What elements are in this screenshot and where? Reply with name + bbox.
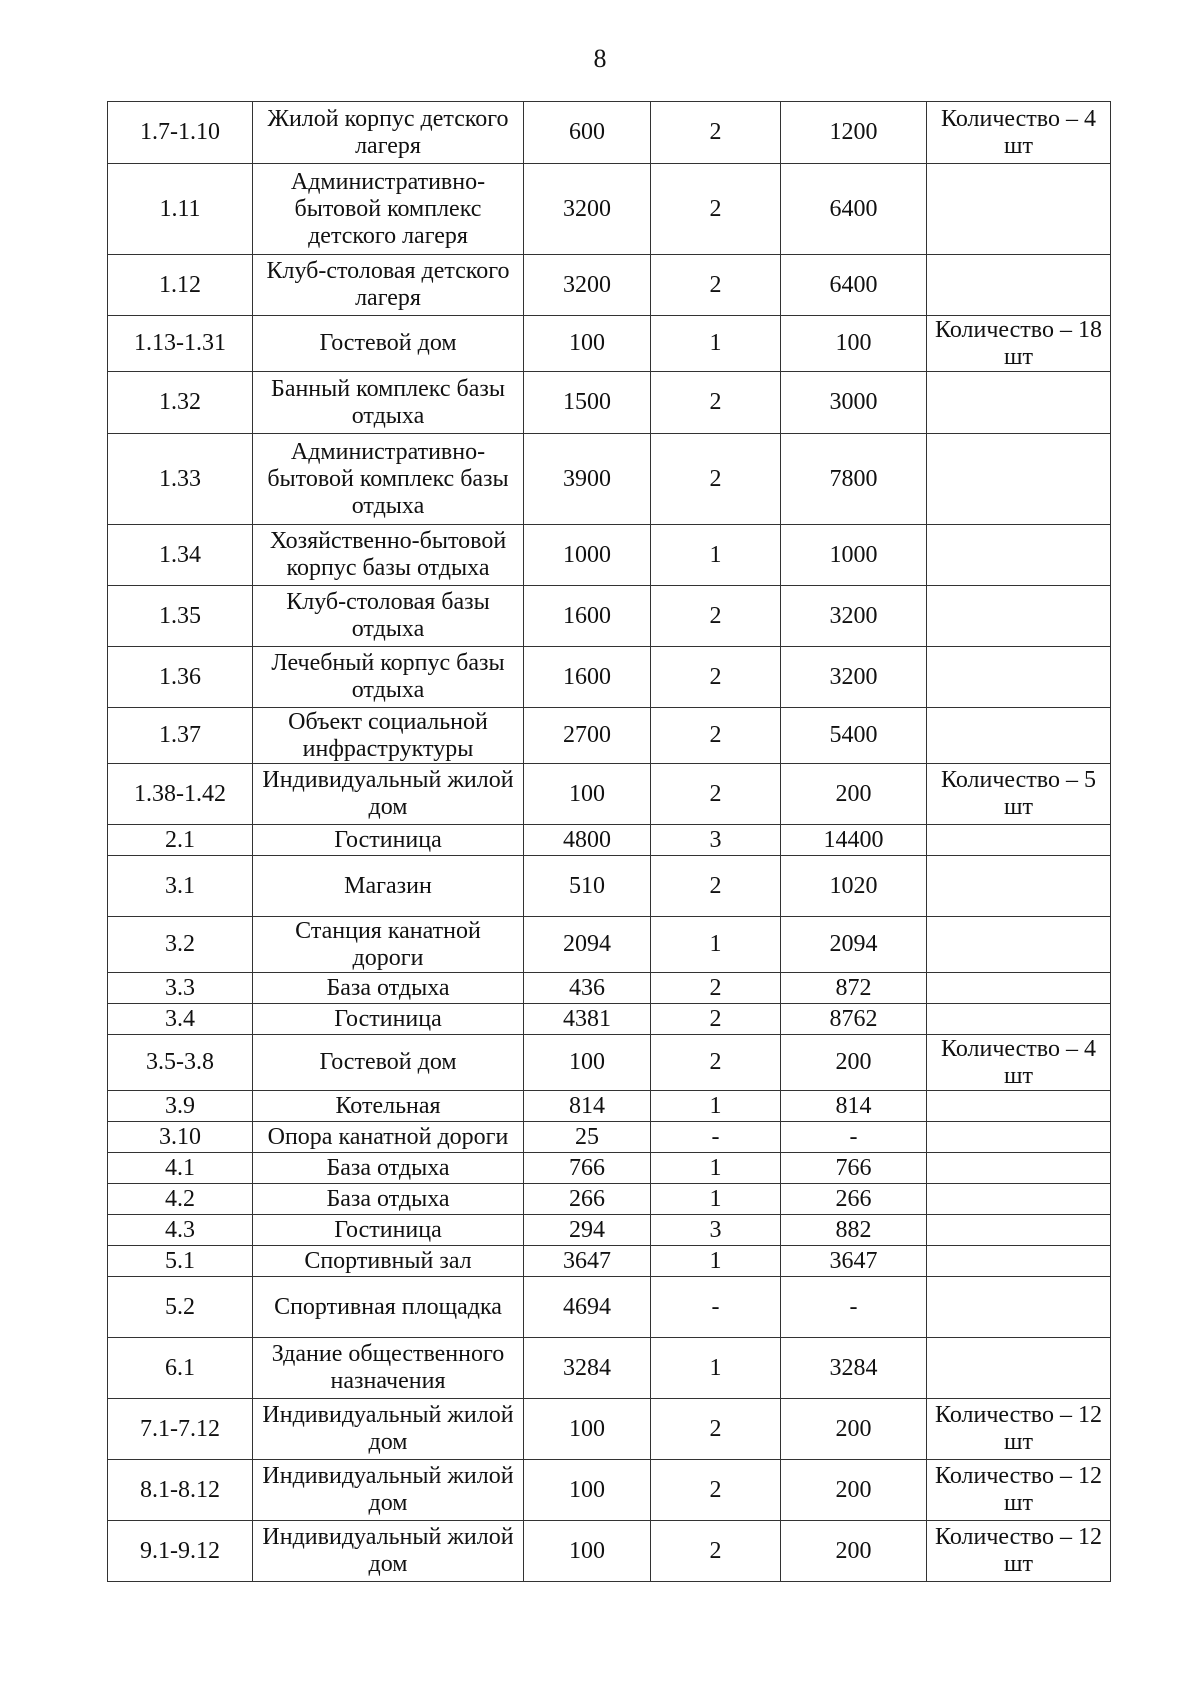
cell-area: 3200	[524, 255, 651, 316]
page-number: 8	[593, 44, 607, 73]
cell-area: 100	[524, 764, 651, 825]
cell-total: 14400	[781, 825, 927, 856]
cell-note	[927, 1246, 1111, 1277]
cell-name: Индивидуальный жилой дом	[253, 1399, 524, 1460]
cell-floors: 2	[651, 1035, 781, 1091]
cell-id: 3.2	[108, 917, 253, 973]
cell-name: Гостевой дом	[253, 316, 524, 372]
cell-floors: -	[651, 1122, 781, 1153]
cell-name: Магазин	[253, 856, 524, 917]
cell-note	[927, 647, 1111, 708]
cell-name: Индивидуальный жилой дом	[253, 1460, 524, 1521]
cell-floors: 2	[651, 1004, 781, 1035]
cell-total: 200	[781, 764, 927, 825]
cell-note	[927, 1215, 1111, 1246]
cell-floors: 1	[651, 1153, 781, 1184]
cell-id: 4.2	[108, 1184, 253, 1215]
cell-note	[927, 825, 1111, 856]
cell-floors: 2	[651, 1521, 781, 1582]
cell-note	[927, 525, 1111, 586]
cell-total: 266	[781, 1184, 927, 1215]
cell-floors: 2	[651, 372, 781, 434]
cell-floors: 2	[651, 856, 781, 917]
cell-total: 3284	[781, 1338, 927, 1399]
cell-floors: 2	[651, 164, 781, 255]
cell-id: 5.1	[108, 1246, 253, 1277]
cell-note: Количество – 4 шт	[927, 1035, 1111, 1091]
table-row	[108, 825, 1111, 856]
cell-floors: 1	[651, 316, 781, 372]
cell-note: Количество – 12 шт	[927, 1460, 1111, 1521]
cell-id: 5.2	[108, 1277, 253, 1338]
table-row	[108, 1246, 1111, 1277]
cell-note	[927, 434, 1111, 525]
table-row	[108, 164, 1111, 255]
cell-name: База отдыха	[253, 1153, 524, 1184]
cell-total: 200	[781, 1035, 927, 1091]
cell-floors: 2	[651, 1399, 781, 1460]
cell-id: 1.35	[108, 586, 253, 647]
cell-area: 100	[524, 1460, 651, 1521]
cell-note	[927, 586, 1111, 647]
cell-name: Спортивная площадка	[253, 1277, 524, 1338]
table-row	[108, 1521, 1111, 1582]
cell-area: 4800	[524, 825, 651, 856]
cell-total: 2094	[781, 917, 927, 973]
cell-total: 8762	[781, 1004, 927, 1035]
cell-floors: 2	[651, 586, 781, 647]
cell-area: 25	[524, 1122, 651, 1153]
table-row	[108, 1215, 1111, 1246]
cell-note	[927, 1277, 1111, 1338]
cell-area: 3200	[524, 164, 651, 255]
cell-name: Гостиница	[253, 1215, 524, 1246]
cell-total: 200	[781, 1460, 927, 1521]
cell-id: 1.38-1.42	[108, 764, 253, 825]
cell-note	[927, 255, 1111, 316]
cell-note	[927, 164, 1111, 255]
table-row	[108, 1153, 1111, 1184]
cell-name: Спортивный зал	[253, 1246, 524, 1277]
cell-floors: 2	[651, 434, 781, 525]
cell-id: 9.1-9.12	[108, 1521, 253, 1582]
table-row	[108, 255, 1111, 316]
cell-name: Гостевой дом	[253, 1035, 524, 1091]
cell-floors: -	[651, 1277, 781, 1338]
cell-name: Гостиница	[253, 1004, 524, 1035]
cell-floors: 1	[651, 1184, 781, 1215]
cell-total: 1000	[781, 525, 927, 586]
cell-id: 3.4	[108, 1004, 253, 1035]
cell-total: 6400	[781, 255, 927, 316]
cell-total: 7800	[781, 434, 927, 525]
cell-name: Гостиница	[253, 825, 524, 856]
cell-area: 2094	[524, 917, 651, 973]
cell-total: 882	[781, 1215, 927, 1246]
cell-id: 1.36	[108, 647, 253, 708]
cell-id: 4.3	[108, 1215, 253, 1246]
cell-id: 1.12	[108, 255, 253, 316]
table-body	[108, 102, 1111, 1582]
cell-id: 2.1	[108, 825, 253, 856]
cell-area: 1500	[524, 372, 651, 434]
cell-floors: 1	[651, 1091, 781, 1122]
table-row	[108, 708, 1111, 764]
table-row	[108, 764, 1111, 825]
cell-id: 3.9	[108, 1091, 253, 1122]
cell-total: 100	[781, 316, 927, 372]
cell-floors: 1	[651, 525, 781, 586]
cell-area: 100	[524, 316, 651, 372]
cell-area: 3647	[524, 1246, 651, 1277]
table-row	[108, 1035, 1111, 1091]
cell-name: База отдыха	[253, 973, 524, 1004]
cell-area: 100	[524, 1399, 651, 1460]
cell-id: 8.1-8.12	[108, 1460, 253, 1521]
cell-floors: 2	[651, 1460, 781, 1521]
cell-name: Административно-бытовой комплекс базы отдыха	[253, 434, 524, 525]
cell-floors: 1	[651, 917, 781, 973]
cell-floors: 2	[651, 973, 781, 1004]
cell-total: 200	[781, 1521, 927, 1582]
cell-area: 1600	[524, 586, 651, 647]
cell-area: 1600	[524, 647, 651, 708]
cell-name: Клуб-столовая детского лагеря	[253, 255, 524, 316]
cell-area: 2700	[524, 708, 651, 764]
cell-total: 3200	[781, 586, 927, 647]
cell-note	[927, 1153, 1111, 1184]
cell-id: 1.13-1.31	[108, 316, 253, 372]
cell-total: 1020	[781, 856, 927, 917]
table-row	[108, 1184, 1111, 1215]
cell-area: 1000	[524, 525, 651, 586]
cell-area: 294	[524, 1215, 651, 1246]
cell-note	[927, 1338, 1111, 1399]
table-row	[108, 1399, 1111, 1460]
cell-id: 1.34	[108, 525, 253, 586]
cell-floors: 2	[651, 647, 781, 708]
cell-note	[927, 372, 1111, 434]
cell-id: 1.37	[108, 708, 253, 764]
cell-id: 3.10	[108, 1122, 253, 1153]
cell-total: 766	[781, 1153, 927, 1184]
cell-area: 3900	[524, 434, 651, 525]
cell-total: 3647	[781, 1246, 927, 1277]
cell-name: Котельная	[253, 1091, 524, 1122]
table-row	[108, 102, 1111, 164]
cell-id: 1.33	[108, 434, 253, 525]
cell-note	[927, 1184, 1111, 1215]
cell-name: Опора канатной дороги	[253, 1122, 524, 1153]
cell-note	[927, 1091, 1111, 1122]
table-row	[108, 1338, 1111, 1399]
table-row	[108, 586, 1111, 647]
cell-total: 3000	[781, 372, 927, 434]
table-row	[108, 1277, 1111, 1338]
cell-floors: 3	[651, 1215, 781, 1246]
cell-note	[927, 973, 1111, 1004]
table-row	[108, 316, 1111, 372]
cell-note: Количество – 18 шт	[927, 316, 1111, 372]
table-row	[108, 917, 1111, 973]
cell-id: 1.7-1.10	[108, 102, 253, 164]
cell-floors: 2	[651, 102, 781, 164]
cell-id: 3.3	[108, 973, 253, 1004]
cell-name: Индивидуальный жилой дом	[253, 1521, 524, 1582]
table-row	[108, 1460, 1111, 1521]
cell-total: 814	[781, 1091, 927, 1122]
table-row	[108, 372, 1111, 434]
cell-area: 100	[524, 1521, 651, 1582]
cell-note: Количество – 12 шт	[927, 1399, 1111, 1460]
cell-area: 766	[524, 1153, 651, 1184]
cell-total: 1200	[781, 102, 927, 164]
cell-area: 814	[524, 1091, 651, 1122]
cell-total: 5400	[781, 708, 927, 764]
cell-total: 872	[781, 973, 927, 1004]
cell-name: Здание общественного назначения	[253, 1338, 524, 1399]
cell-area: 4694	[524, 1277, 651, 1338]
table-row	[108, 525, 1111, 586]
cell-name: Клуб-столовая базы отдыха	[253, 586, 524, 647]
cell-floors: 2	[651, 764, 781, 825]
table-row	[108, 1091, 1111, 1122]
cell-id: 7.1-7.12	[108, 1399, 253, 1460]
cell-floors: 2	[651, 708, 781, 764]
cell-name: Лечебный корпус базы отдыха	[253, 647, 524, 708]
cell-id: 3.1	[108, 856, 253, 917]
cell-name: База отдыха	[253, 1184, 524, 1215]
cell-floors: 2	[651, 255, 781, 316]
cell-floors: 1	[651, 1246, 781, 1277]
cell-area: 436	[524, 973, 651, 1004]
cell-floors: 3	[651, 825, 781, 856]
cell-note: Количество – 5 шт	[927, 764, 1111, 825]
cell-area: 600	[524, 102, 651, 164]
cell-name: Индивидуальный жилой дом	[253, 764, 524, 825]
cell-total: 200	[781, 1399, 927, 1460]
buildings-table	[107, 101, 1111, 1582]
table-row	[108, 1004, 1111, 1035]
table-row	[108, 973, 1111, 1004]
cell-note	[927, 1122, 1111, 1153]
table-row	[108, 647, 1111, 708]
cell-area: 100	[524, 1035, 651, 1091]
cell-note: Количество – 12 шт	[927, 1521, 1111, 1582]
cell-id: 3.5-3.8	[108, 1035, 253, 1091]
cell-area: 266	[524, 1184, 651, 1215]
cell-total: 3200	[781, 647, 927, 708]
cell-area: 4381	[524, 1004, 651, 1035]
cell-note	[927, 1004, 1111, 1035]
table-row	[108, 434, 1111, 525]
cell-area: 3284	[524, 1338, 651, 1399]
cell-name: Объект социальной инфраструктуры	[253, 708, 524, 764]
cell-id: 1.11	[108, 164, 253, 255]
table-row	[108, 856, 1111, 917]
cell-total: 6400	[781, 164, 927, 255]
cell-note: Количество – 4 шт	[927, 102, 1111, 164]
cell-total: -	[781, 1277, 927, 1338]
cell-note	[927, 856, 1111, 917]
cell-name: Административно-бытовой комплекс детского лагеря	[253, 164, 524, 255]
cell-name: Хозяйственно-бытовой корпус базы отдыха	[253, 525, 524, 586]
cell-name: Банный комплекс базы отдыха	[253, 372, 524, 434]
cell-floors: 1	[651, 1338, 781, 1399]
cell-id: 4.1	[108, 1153, 253, 1184]
cell-id: 1.32	[108, 372, 253, 434]
cell-note	[927, 708, 1111, 764]
cell-name: Жилой корпус детского лагеря	[253, 102, 524, 164]
cell-name: Станция канатной дороги	[253, 917, 524, 973]
cell-area: 510	[524, 856, 651, 917]
table-row	[108, 1122, 1111, 1153]
cell-total: -	[781, 1122, 927, 1153]
cell-note	[927, 917, 1111, 973]
cell-id: 6.1	[108, 1338, 253, 1399]
